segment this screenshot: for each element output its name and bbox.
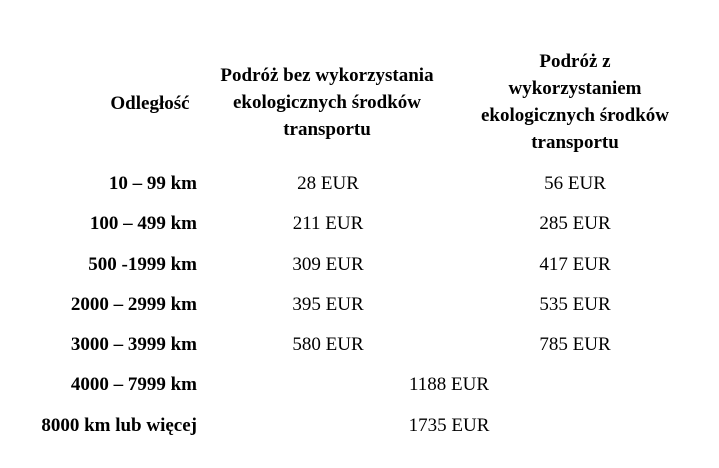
cell-combined: 1188 EUR: [408, 374, 490, 395]
header-with-eco-line: Podróż z: [539, 51, 611, 72]
cell-with-eco: 417 EUR: [539, 254, 611, 275]
header-with-eco-line: transportu: [531, 132, 619, 153]
header-without-eco-line: ekologicznych środków: [232, 92, 422, 113]
header-with-eco-line: ekologicznych środków: [480, 105, 670, 126]
cell-without-eco: 211 EUR: [292, 213, 364, 234]
header-without-eco-line: Podróż bez wykorzystania: [220, 65, 434, 86]
header-with-eco-line: wykorzystaniem: [508, 78, 642, 99]
cell-without-eco: 28 EUR: [297, 173, 359, 194]
header-distance-label: Odległość: [110, 93, 190, 114]
row-distance: 4000 – 7999 km: [70, 374, 197, 395]
header-distance: [100, 90, 200, 117]
cell-with-eco: 535 EUR: [539, 294, 611, 315]
cell-without-eco: 580 EUR: [292, 334, 364, 355]
cell-with-eco: 785 EUR: [539, 334, 611, 355]
header-with-eco: [455, 48, 695, 156]
row-distance: 10 – 99 km: [108, 173, 197, 194]
row-distance: 8000 km lub więcej: [41, 415, 197, 436]
row-distance: 500 -1999 km: [88, 254, 197, 275]
row-distance: 2000 – 2999 km: [70, 294, 197, 315]
cell-with-eco: 285 EUR: [539, 213, 611, 234]
cell-with-eco: 56 EUR: [544, 173, 606, 194]
row-distance: 100 – 499 km: [89, 213, 197, 234]
cell-combined: 1735 EUR: [408, 415, 490, 436]
header-without-eco: [198, 62, 456, 143]
cell-without-eco: 309 EUR: [292, 254, 364, 275]
row-distance: 3000 – 3999 km: [70, 334, 197, 355]
header-without-eco-line: transportu: [283, 119, 371, 140]
cell-without-eco: 395 EUR: [292, 294, 364, 315]
